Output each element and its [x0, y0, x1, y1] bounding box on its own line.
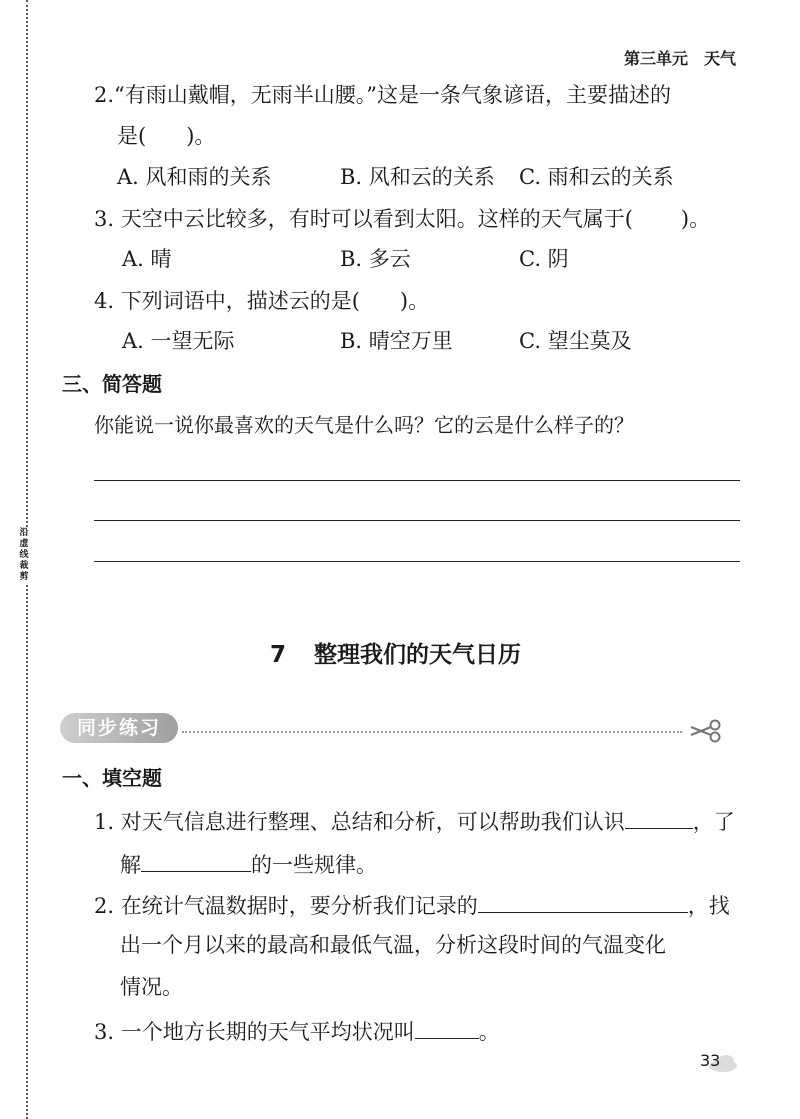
question-2-option-c[interactable]: C. 雨和云的关系	[519, 165, 674, 189]
answer-line-1[interactable]	[94, 480, 740, 481]
question-2-option-b[interactable]: B. 风和云的关系	[340, 165, 495, 189]
question-3-option-a[interactable]: A. 晴	[122, 247, 172, 271]
running-header: 第三单元 天气	[624, 49, 737, 68]
scissors-icon	[688, 718, 722, 744]
question-3	[94, 204, 710, 234]
section-3-title: 三、简答题	[62, 372, 162, 396]
fill-q2-text: 2. 在统计气温数据时，要分析我们记录的	[94, 894, 478, 918]
question-4-suffix: )。	[399, 289, 430, 313]
lesson-heading	[270, 641, 521, 669]
question-2-line-1: 2.“有雨山戴帽，无雨半山腰。”这是一条气象谚语，主要描述的	[94, 83, 672, 107]
fill-q2-suffix: ，找	[687, 894, 730, 918]
page-number-box	[690, 1047, 744, 1077]
question-2-option-a[interactable]: A. 风和雨的关系	[117, 165, 272, 189]
fill-question-2-line-1	[94, 888, 730, 921]
fill-blank-1[interactable]	[625, 804, 693, 829]
fill-q1-suffix: ，了	[692, 810, 735, 834]
fill-q1-line2-prefix: 解	[120, 853, 141, 877]
question-3-suffix: )。	[680, 207, 711, 231]
question-2-line-2	[117, 121, 215, 151]
answer-line-3[interactable]	[94, 561, 740, 562]
answer-line-2[interactable]	[94, 520, 740, 521]
fill-question-3	[94, 1014, 500, 1047]
question-2-suffix: )。	[186, 124, 216, 148]
fill-blank-4[interactable]	[415, 1014, 479, 1039]
question-3-text: 3. 天空中云比较多，有时可以看到太阳。这样的天气属于(	[94, 207, 633, 231]
section-1-title: 一、填空题	[62, 766, 162, 790]
fill-blank-2[interactable]	[141, 847, 251, 872]
fill-q1-line2-suffix: 的一些规律。	[251, 853, 377, 877]
lesson-title: 整理我们的天气日历	[314, 642, 522, 668]
fill-q3-text: 3. 一个地方长期的天气平均状况叫	[94, 1020, 415, 1044]
question-4-option-a[interactable]: A. 一望无际	[122, 329, 235, 353]
dotted-cut-line	[182, 731, 682, 733]
question-4-option-c[interactable]: C. 望尘莫及	[519, 329, 632, 353]
section-3-question: 你能说一说你最喜欢的天气是什么吗？它的云是什么样子的？	[94, 413, 634, 437]
question-4-option-b[interactable]: B. 晴空万里	[340, 329, 453, 353]
question-3-option-c[interactable]: C. 阴	[519, 247, 569, 271]
cut-instruction: 沿虚线裁剪	[17, 528, 31, 583]
fill-question-2-line-2: 出一个月以来的最高和最低气温，分析这段时间的气温变化	[120, 933, 666, 957]
sync-practice-badge: 同步练习	[60, 713, 178, 743]
fill-question-1-line-2	[120, 847, 377, 880]
question-3-option-b[interactable]: B. 多云	[340, 247, 411, 271]
question-4	[94, 286, 429, 316]
question-2-prefix: 是(	[117, 124, 147, 148]
fill-question-1-line-1	[94, 804, 735, 837]
page-number: 33	[700, 1051, 721, 1070]
question-4-text: 4. 下列词语中，描述云的是(	[94, 289, 360, 313]
fill-blank-3[interactable]	[478, 888, 688, 913]
lesson-number: 7	[270, 642, 287, 668]
fill-q3-suffix: 。	[478, 1020, 500, 1044]
fill-q1-text: 1. 对天气信息进行整理、总结和分析，可以帮助我们认识	[94, 810, 625, 834]
fill-question-2-line-3: 情况。	[120, 975, 183, 999]
